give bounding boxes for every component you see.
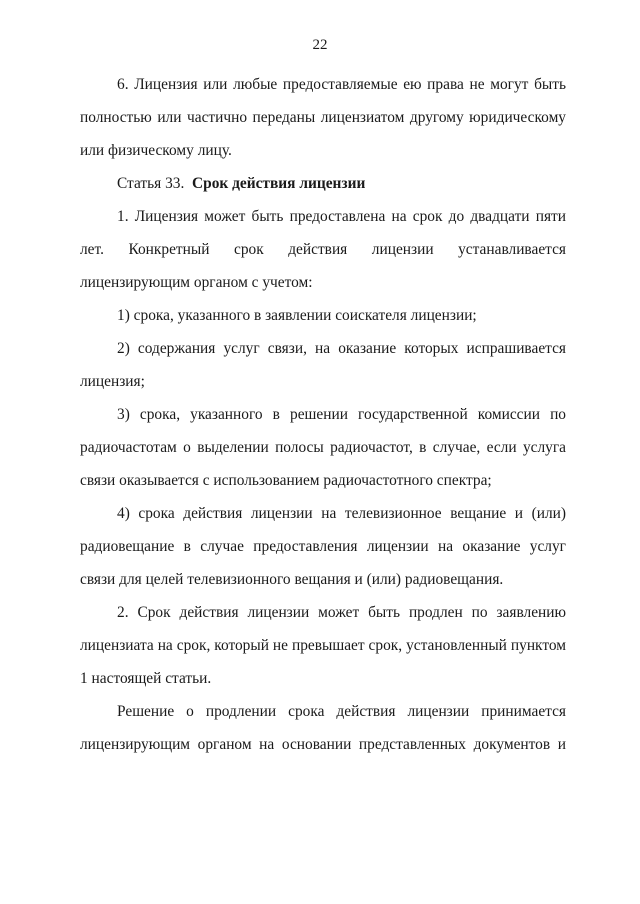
article-heading (80, 167, 566, 200)
list-item-1: 1) срока, указанного в заявлении соискателя лицензии; (117, 307, 477, 324)
paragraph-decision: Решение о продлении срока действия лицензии принимается лицензирующим органом на основании представленных документов и (80, 703, 566, 753)
paragraph-6: 6. Лицензия или любые предоставляемые ею права не могут быть полностью или частично переданы лицензиатом другому юридическому или физическому лицу. (80, 76, 566, 159)
list-item-2: 2) содержания услуг связи, на оказание которых испрашивается лицензия; (80, 340, 566, 390)
article-title: Срок действия лицензии (192, 175, 366, 192)
paragraph-1: 1. Лицензия может быть предоставлена на срок до двадцати пяти лет. Конкретный срок действия лицензии устанавливается лицензирующим органом с учетом: (80, 208, 566, 291)
list-item-3: 3) срока, указанного в решении государственной комиссии по радиочастотам о выделении полосы радиочастот, в случае, если услуга связи оказывается с использованием радиочастотного спектра; (80, 406, 566, 489)
paragraph-2: 2. Срок действия лицензии может быть продлен по заявлению лицензиата на срок, который не превышает срок, установленный пунктом 1 настоящей статьи. (80, 604, 566, 687)
page-number: 22 (312, 37, 328, 53)
article-label: Статья 33. (117, 175, 185, 192)
list-item-4: 4) срока действия лицензии на телевизионное вещание и (или) радиовещание в случае предоставления лицензии на оказание услуг связи для целей телевизионного вещания и (или) радиовещания. (80, 505, 566, 588)
document-body (80, 68, 566, 761)
